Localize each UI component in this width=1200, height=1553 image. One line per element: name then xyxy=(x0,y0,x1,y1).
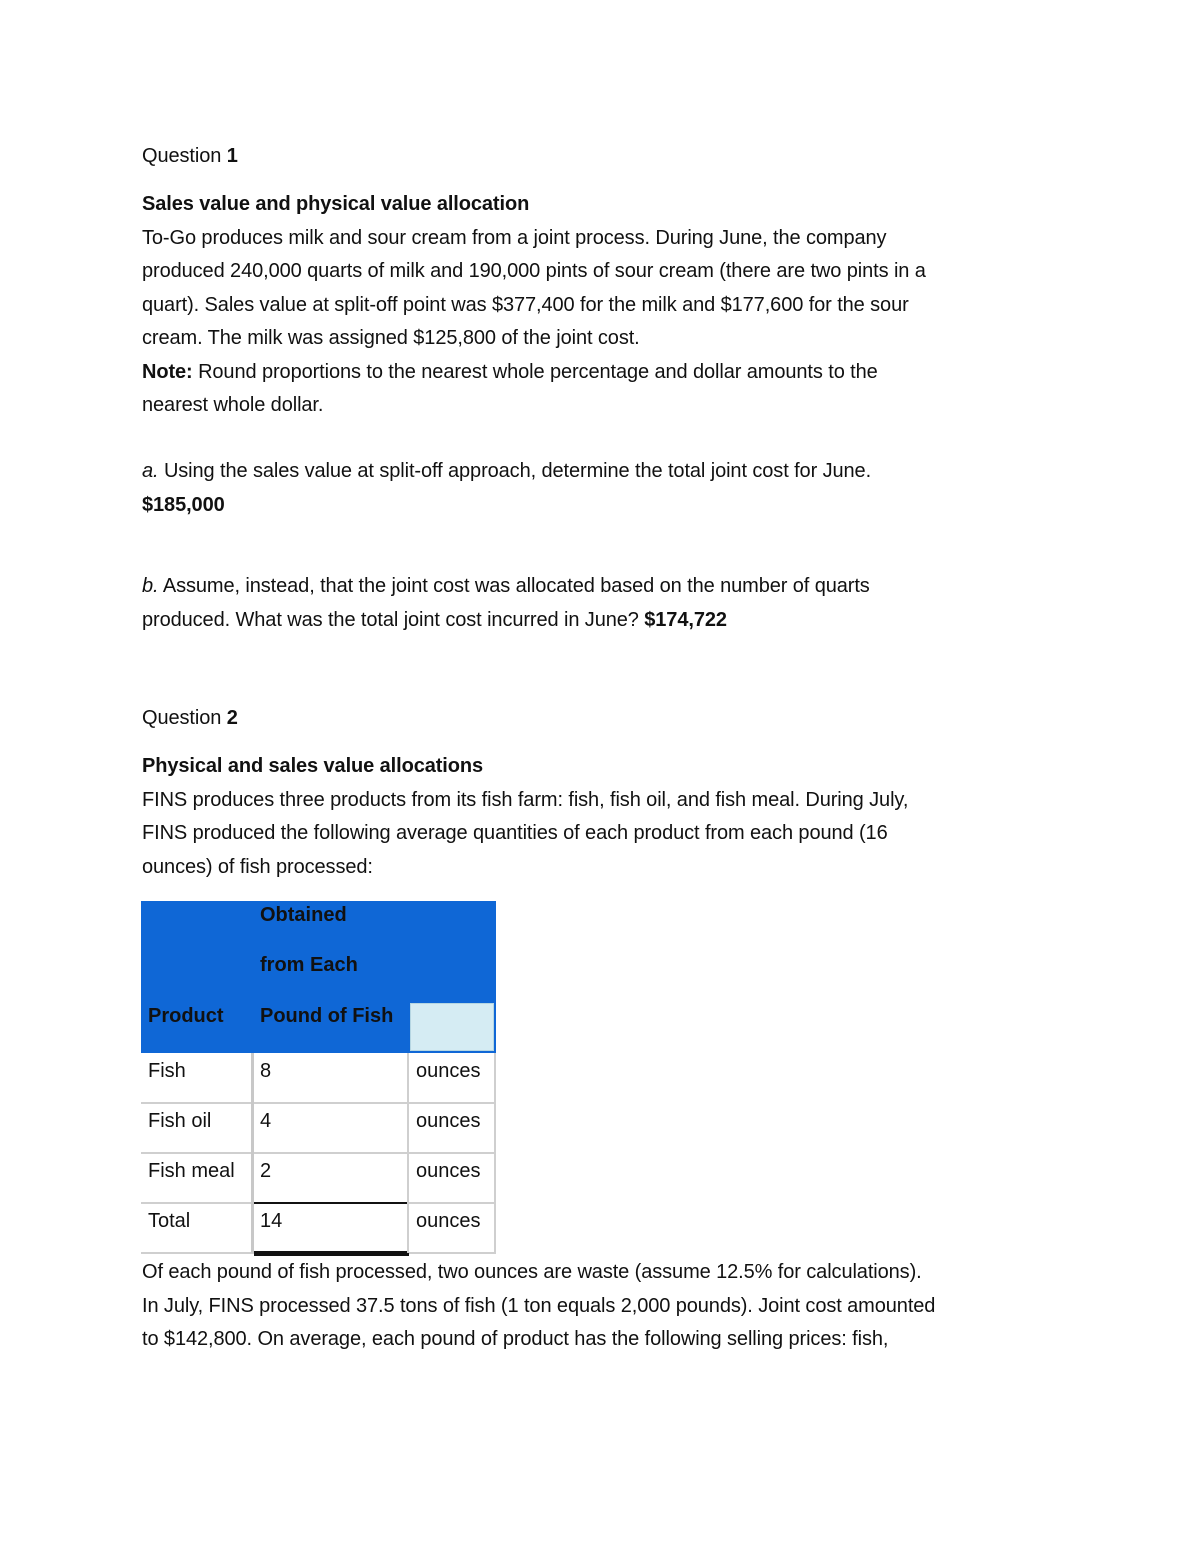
question-1-body xyxy=(142,188,1062,423)
table-rule xyxy=(409,1252,496,1254)
question-2-para-line-2: FINS produced the following average quantities of each product from each pound (16 xyxy=(142,822,888,844)
row-product: Fish oil xyxy=(148,1110,212,1132)
question-1-note-line-1 xyxy=(142,356,1062,390)
table-row xyxy=(141,1204,496,1254)
part-b-line-1 xyxy=(142,570,1062,604)
question-1-para-line-3: quart). Sales value at split-off point was $377,400 for the milk and $177,600 for the sour xyxy=(142,293,909,316)
table-col-divider xyxy=(494,1053,496,1253)
row-product: Fish xyxy=(148,1060,186,1082)
table-rule xyxy=(409,1202,496,1204)
table-rule xyxy=(141,1252,254,1254)
table-rule xyxy=(141,1152,496,1154)
header-empty-cell xyxy=(410,1003,494,1051)
header-product: Product xyxy=(148,1005,224,1027)
row-unit: ounces xyxy=(416,1110,481,1132)
question-1-prefix: Question xyxy=(142,145,227,167)
row-qty: 14 xyxy=(260,1210,283,1232)
part-b-line-2 xyxy=(142,604,1062,638)
after-line-1: Of each pound of fish processed, two ounces are waste (assume 12.5% for calculations). xyxy=(142,1261,922,1283)
question-2-number: 2 xyxy=(226,707,238,729)
question-1-para-line-1: To-Go produces milk and sour cream from a joint process. During June, the company xyxy=(142,226,887,249)
question-2-para-line-1: FINS produces three products from its fish farm: fish, fish oil, and fish meal. During July, xyxy=(142,788,909,811)
question-2-title: Physical and sales value allocations xyxy=(142,755,484,777)
row-qty: 2 xyxy=(260,1160,272,1182)
part-a-label: a. xyxy=(142,460,159,482)
note-text: Round proportions to the nearest whole percentage and dollar amounts to the xyxy=(192,360,878,383)
row-product: Fish meal xyxy=(148,1160,235,1182)
table-row xyxy=(141,1104,496,1154)
after-line-2: In July, FINS processed 37.5 tons of fish (1 ton equals 2,000 pounds). Joint cost amounted xyxy=(142,1294,936,1317)
row-unit: ounces xyxy=(416,1160,481,1182)
question-1-part-b xyxy=(142,570,1062,637)
part-a-answer: $185,000 xyxy=(142,493,225,516)
question-1-note-line-2: nearest whole dollar. xyxy=(142,394,324,416)
table-rule xyxy=(141,1102,496,1104)
part-b-text: Assume, instead, that the joint cost was allocated based on the number of quarts xyxy=(158,575,870,597)
header-obtained-line-1: Obtained xyxy=(260,904,347,926)
question-1-title: Sales value and physical value allocation xyxy=(142,193,530,215)
header-obtained-line-2: from Each xyxy=(260,954,358,976)
table-row xyxy=(141,1054,496,1104)
question-2-body xyxy=(142,750,1062,884)
part-b-label: b. xyxy=(142,575,159,597)
part-a-text: Using the sales value at split-off approach, determine the total joint cost for June. xyxy=(158,460,872,482)
question-1-para-line-2: produced 240,000 quarts of milk and 190,000 pints of sour cream (there are two pints in a xyxy=(142,260,926,282)
row-unit: ounces xyxy=(416,1060,481,1082)
question-1-para-line-4: cream. The milk was assigned $125,800 of the joint cost. xyxy=(142,327,640,349)
question-1-heading xyxy=(142,140,1062,174)
question-2-after-table xyxy=(142,1256,1062,1357)
row-qty: 8 xyxy=(260,1060,272,1082)
header-obtained-line-3: Pound of Fish xyxy=(260,1005,394,1027)
table-col-divider xyxy=(251,1053,254,1253)
part-b-answer: $174,722 xyxy=(644,608,727,631)
table-rule xyxy=(141,1202,254,1204)
after-line-3: to $142,800. On average, each pound of product has the following selling prices: fish, xyxy=(142,1328,889,1350)
table-rule-total xyxy=(254,1202,409,1204)
question-2-para-line-3: ounces) of fish processed: xyxy=(142,855,373,878)
question-1-number: 1 xyxy=(226,145,238,167)
question-2-prefix: Question xyxy=(142,707,227,729)
row-unit: ounces xyxy=(416,1210,481,1232)
table-header xyxy=(141,901,496,1053)
question-1-part-a xyxy=(142,455,1062,522)
question-2-heading xyxy=(142,702,1062,736)
note-label: Note: xyxy=(142,360,193,383)
fish-products-table xyxy=(141,901,497,1257)
part-b-text-2: produced. What was the total joint cost incurred in June? xyxy=(142,608,645,631)
table-col-divider xyxy=(407,1053,409,1253)
row-qty: 4 xyxy=(260,1110,272,1132)
part-a-question xyxy=(142,455,1062,489)
table-row xyxy=(141,1154,496,1204)
row-product: Total xyxy=(148,1210,191,1232)
